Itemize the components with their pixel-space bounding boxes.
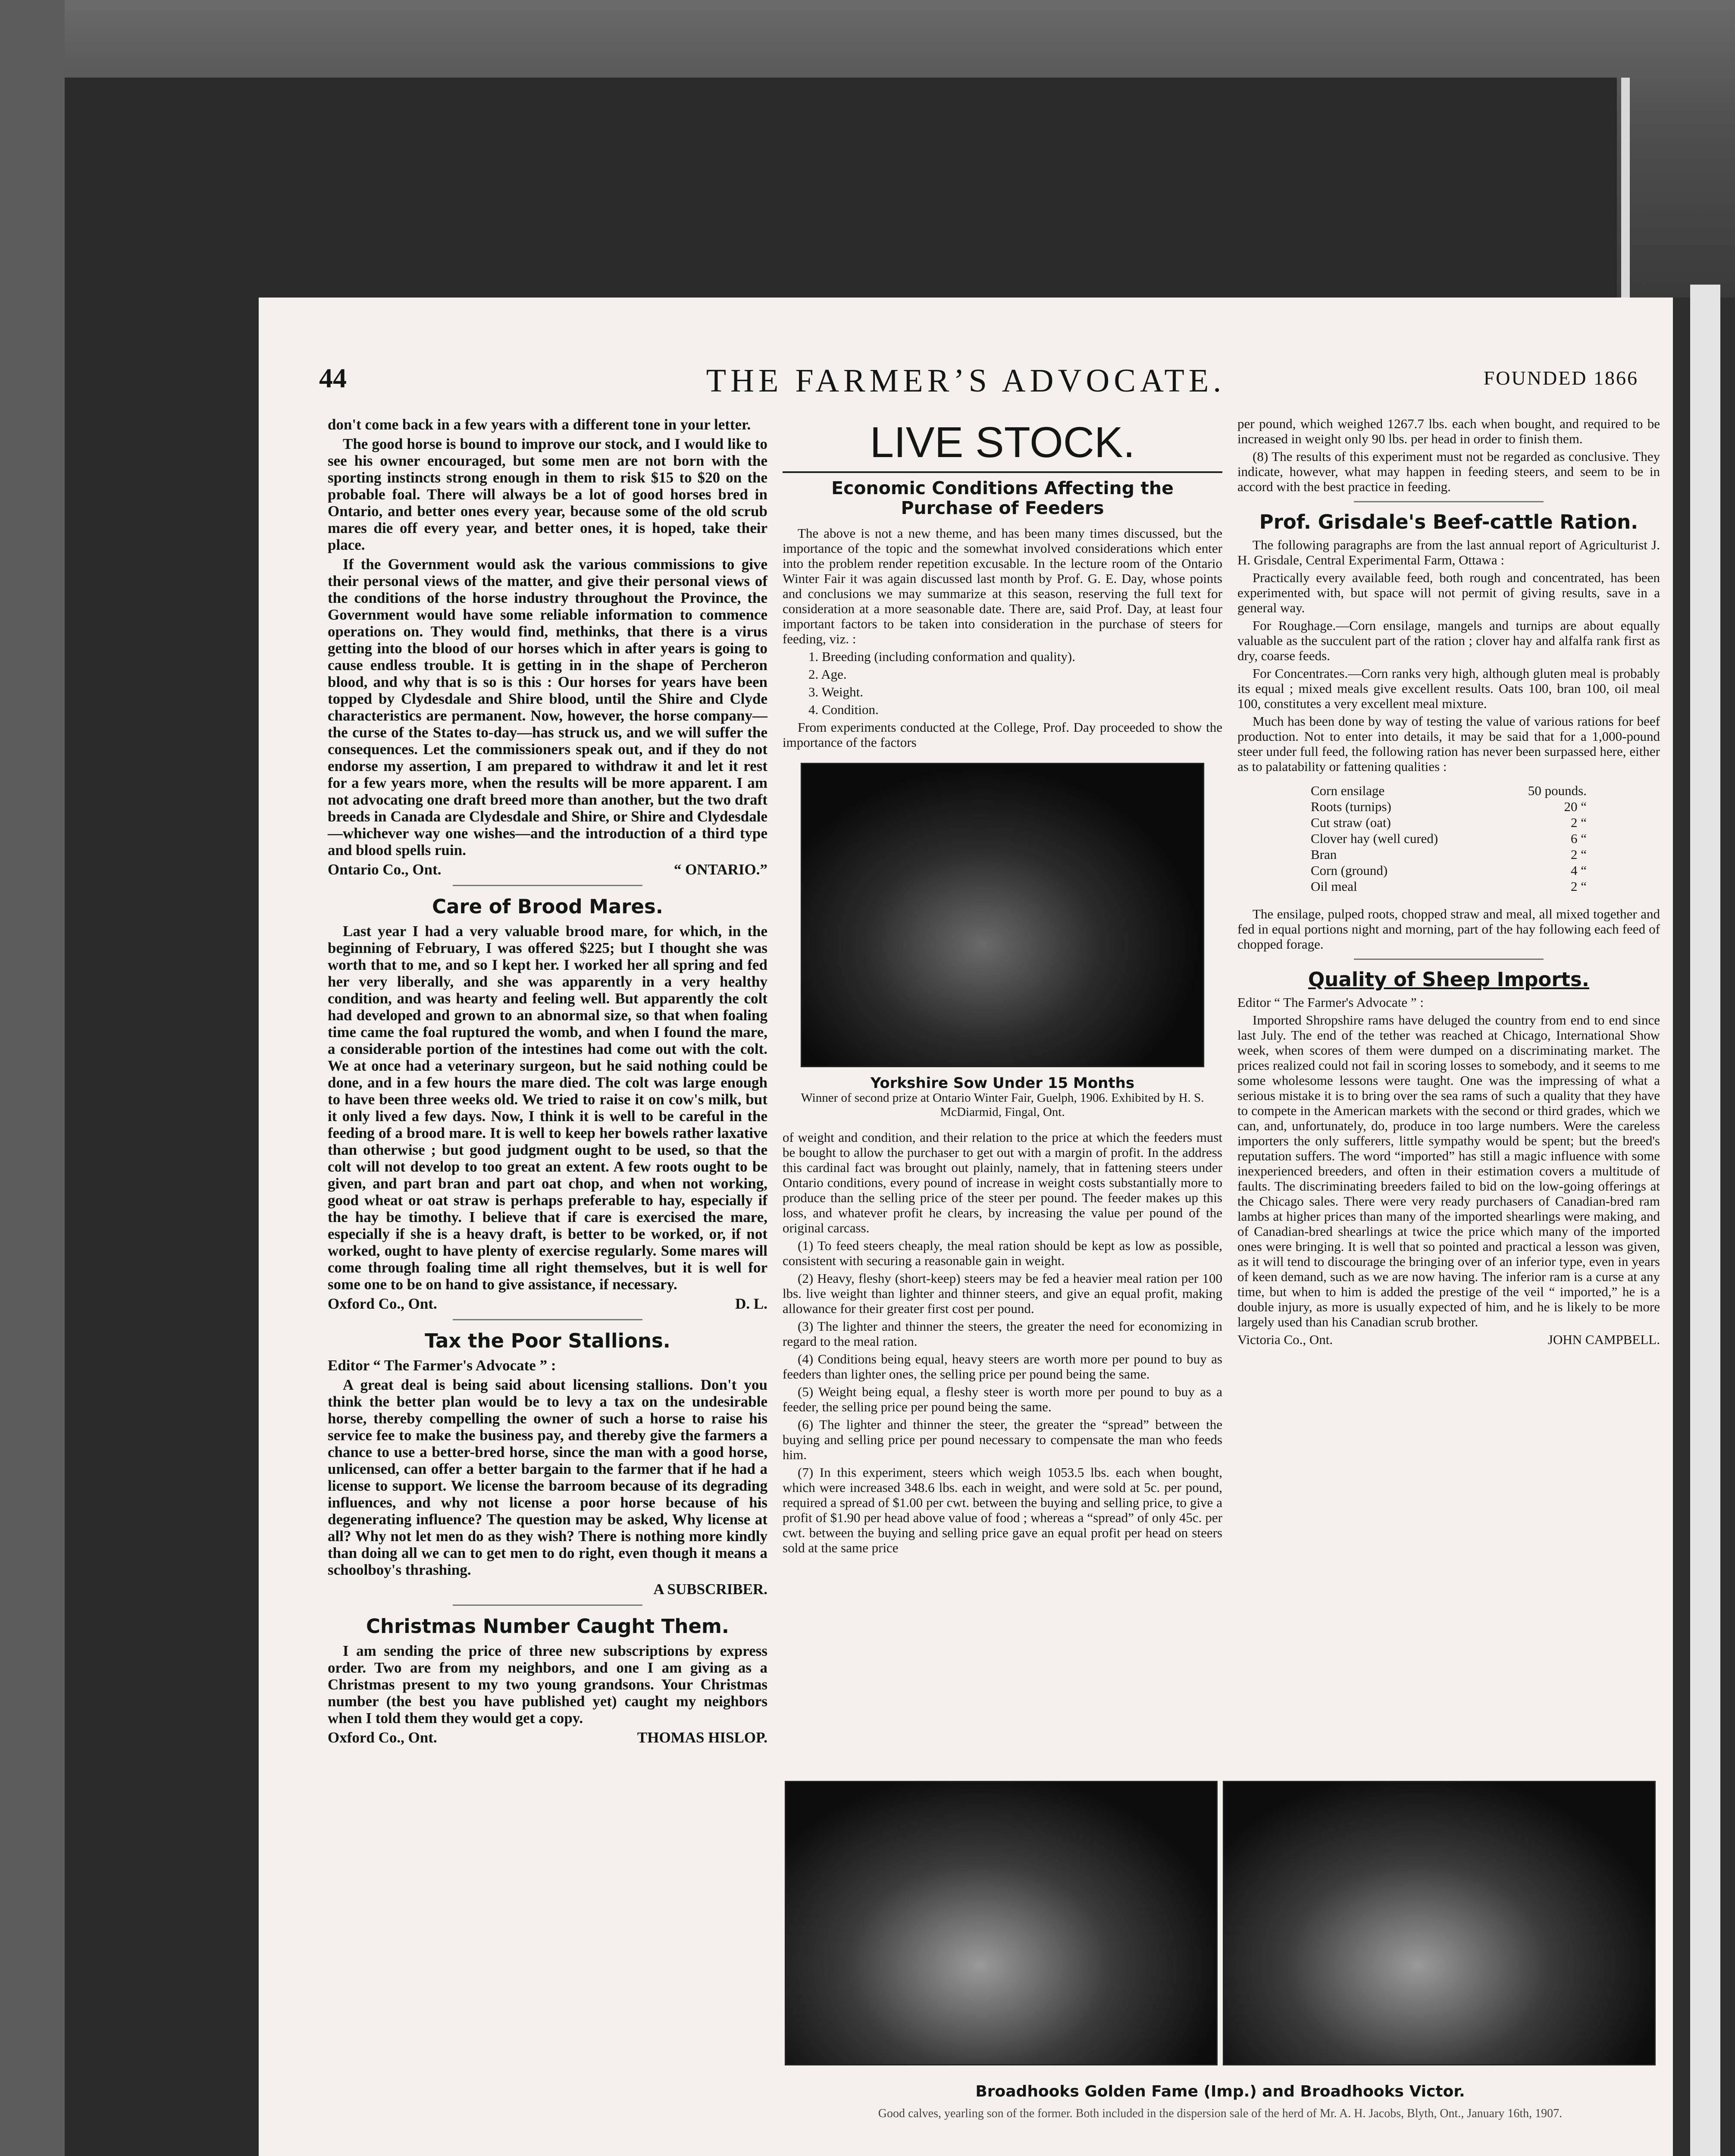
headline-brood-mares: Care of Brood Mares. xyxy=(432,895,663,918)
headline-christmas: Christmas Number Caught Them. xyxy=(366,1615,729,1638)
divider xyxy=(453,885,642,886)
ration-amount: 2 “ xyxy=(1570,879,1587,894)
article-paragraph: The above is not a new theme, and has been many times discussed, but the importance of the topic and the somewhat involved considerations which enter into the problem render repetition excusable. In the lecture room of the Ontario Winter Fair it was again discussed last month by Prof. G. E. Day, whose points and conclusions we may summarize at this season, reserving the full text for consideration at a more seasonable date. There are, said Prof. Day, at least four important factors to be taken into consideration in the purchase of steers for feeding, viz. : xyxy=(783,526,1222,646)
ration-amount: 50 pounds. xyxy=(1528,783,1587,798)
cattle-caption: Broadhooks Golden Fame (Imp.) and Broadhooks Victor. xyxy=(975,2083,1465,2100)
signature-line xyxy=(328,1295,767,1312)
factor-item: 4. Condition. xyxy=(808,702,879,717)
ration-table xyxy=(1311,783,1587,894)
page-number: 44 xyxy=(319,363,347,393)
article-paragraph: don't come back in a few years with a different tone in your letter. xyxy=(328,416,751,433)
scan-background-left xyxy=(0,0,65,2156)
signature-name: THOMAS HISLOP. xyxy=(637,1729,767,1746)
ration-feed: Clover hay (well cured) xyxy=(1311,831,1438,846)
ration-amount: 6 “ xyxy=(1570,831,1587,846)
factor-item: 1. Breeding (including conformation and quality). xyxy=(808,649,1075,664)
ration-feed: Cut straw (oat) xyxy=(1311,815,1391,830)
article-paragraph: The ensilage, pulped roots, chopped straw and meal, all mixed together and fed in equal portions night and morning, part of the hay following each feed of chopped forage. xyxy=(1237,906,1660,952)
divider xyxy=(453,1319,642,1320)
factor-item: 3. Weight. xyxy=(808,684,863,699)
article-paragraph: I am sending the price of three new subscriptions by express order. Two are from my neighbors, and one I am giving as a Christmas present to my two young grandsons. Your Christmas number (the best you have published yet) caught my neighbors when I told them they would get a copy. xyxy=(328,1642,767,1727)
point-item: (4) Conditions being equal, heavy steers are worth more per pound to buy as feeders than lighter ones, the selling price per pound being the same. xyxy=(783,1351,1222,1382)
point-item: (6) The lighter and thinner the steer, the greater the “spread” between the buying and selling price per pound necessary to compensate the man who feeds him. xyxy=(783,1417,1222,1462)
cattle-photo-right xyxy=(1223,1781,1656,2065)
ration-row xyxy=(1311,815,1587,830)
column-1 xyxy=(328,416,767,1749)
column-2 xyxy=(783,416,1222,1558)
signature-place: Oxford Co., Ont. xyxy=(328,1729,437,1746)
point-item: (3) The lighter and thinner the steers, the greater the need for economizing in regard to the meal ration. xyxy=(783,1319,1222,1349)
photo-caption: Yorkshire Sow Under 15 Months xyxy=(870,1075,1135,1092)
signature-place: Ontario Co., Ont. xyxy=(328,861,442,878)
article-paragraph: For Concentrates.—Corn ranks very high, although gluten meal is probably its equal ; mixed meals give excellent results. Oats 100, bran 100, oil meal 100, constitutes a very excellent meal mixture. xyxy=(1237,666,1660,711)
signature-line xyxy=(1237,1332,1660,1347)
point-item: (7) In this experiment, steers which weigh 1053.5 lbs. each when bought, which were increased 348.6 lbs. each in weight, and were sold at 5c. per pound, required a spread of $1.00 per cwt. between the buying and selling price, to give a profit of $1.90 per head above value of food ; whereas a “spread” of only 45c. per cwt. between the buying and selling price gave an equal profit per head on steers sold at the same price xyxy=(783,1465,1222,1555)
signature-name: A SUBSCRIBER. xyxy=(653,1581,767,1598)
signature-name: D. L. xyxy=(735,1295,767,1312)
editor-salutation: Editor “ The Farmer's Advocate ” : xyxy=(1237,995,1424,1010)
divider xyxy=(1354,959,1544,960)
ration-amount: 4 “ xyxy=(1570,863,1587,878)
signature-name: JOHN CAMPBELL. xyxy=(1547,1332,1660,1347)
ration-amount: 2 “ xyxy=(1570,815,1587,830)
article-paragraph: Much has been done by way of testing the value of various rations for beef production. Not to enter into details, it may be said that for a 1,000-pound steer under full feed, the following ration has never been surpassed here, either as to palatability or fattening qualities : xyxy=(1237,714,1660,774)
signature-place: Oxford Co., Ont. xyxy=(328,1295,437,1312)
article-paragraph: From experiments conducted at the College, Prof. Day proceeded to show the importance of the factors xyxy=(783,720,1222,750)
section-title: LIVE STOCK. xyxy=(870,418,1135,467)
ration-row xyxy=(1311,799,1587,815)
ration-feed: Corn ensilage xyxy=(1311,783,1385,798)
adjacent-page-edge xyxy=(1690,285,1720,2156)
founded-note: FOUNDED 1866 xyxy=(1483,367,1638,389)
article-paragraph: The good horse is bound to improve our stock, and I would like to see his owner encouraged, but some men are not born with the sporting instincts strong enough in them to risk $15 to $20 on the probable foal. There will always be a lot of good horses bred in Ontario, and better ones every year, because some of the old scrub mares die off every year, and better ones, it is hoped, take their place. xyxy=(328,436,767,553)
photo-subcaption: Winner of second prize at Ontario Winter Fair, Guelph, 1906. Exhibited by H. S. McDiarmid, Fingal, Ont. xyxy=(801,1091,1204,1119)
ration-feed: Corn (ground) xyxy=(1311,863,1388,878)
cattle-photographs xyxy=(785,1781,1656,2065)
article-paragraph: Last year I had a very valuable brood mare, for which, in the beginning of February, I was offered $225; but I thought she was worth that to me, and so I kept her. I worked her all spring and fed her very liberally, and she was apparently in a very healthy condition, and was hearty and feeling well. But apparently the colt had developed and grown to an abnormal size, so that when foaling time came the foal ruptured the womb, and when I found the mare, a considerable portion of the intestines had come out with the colt. We at once had a veterinary surgeon, but he said nothing could be done, and in a few hours the mare died. The colt was large enough to have been three weeks old. We tried to raise it on cow's milk, but it only lived a few days. Now, I think it is well to be careful in the feeding of a brood mare. It is well to keep her bowels rather laxative than otherwise ; but good judgment ought to be used, so that the colt will not develop to too great an extent. A few roots ought to be given, and part bran and part oat chop, and when not working, good wheat or oat straw is perhaps preferable to hay, especially if the hay be timothy. I believe that if care is exercised the mare, especially if she is a heavy draft, is better to be worked, or, if not worked, ought to have plenty of exercise regularly. Some mares will come through foaling time all right themselves, but it is well for some one to be on hand to give assistance, if necessary. xyxy=(328,923,767,1293)
point-item: (2) Heavy, fleshy (short-keep) steers may be fed a heavier meal ration per 100 lbs. live weight than lighter and thinner steers, and give an equal profit, making allowance for their greater first cost per pound. xyxy=(783,1271,1222,1316)
newspaper-page xyxy=(259,298,1673,2156)
section-rule xyxy=(783,471,1222,473)
masthead-title: THE FARMER’S ADVOCATE. xyxy=(706,363,1226,399)
column-3 xyxy=(1237,416,1660,1350)
article-paragraph: of weight and condition, and their relation to the price at which the feeders must be bought to allow the purchaser to get out with a margin of profit. In the address this cardinal fact was brought out plainly, namely, that in fattening steers under Ontario conditions, every pound of increase in weight costs substantially more to produce than the selling price of the steer per pound. The feeder makes up this loss, and whatever profit he clears, by increasing the value per pound of the original carcass. xyxy=(783,1130,1222,1235)
ration-feed: Bran xyxy=(1311,847,1337,862)
cattle-subcaption: Good calves, yearling son of the former. Both included in the dispersion sale of the herd of Mr. A. H. Jacobs, Blyth, Ont., January 16th, 1907. xyxy=(878,2107,1563,2120)
article-paragraph: Imported Shropshire rams have deluged the country from end to end since last July. The end of the tether was reached at Chicago, International Show week, when scores of them were dumped on a discriminating market. The prices realized could not fail in scoring losses to somebody, and it seems to me some wholesome lessons were taught. One was the impressing of what a serious mistake it is to bring over the sea rams of such a quality that they have to compete in the American markets with the second or third grades, which we can, and, unfortunately, do, produce in too large numbers. Were the careless importers the only sufferers, little sympathy would be spent; but the breed's reputation suffers. The word “imported” has still a magic influence with some inexperienced breeders, and often in their estimation covers a multitude of faults. The discriminating breeders failed to bid on the low-going offerings at the Chicago sales. There were very ready purchasers of Canadian-bred ram lambs at higher prices than many of the imported shearlings were making, and of Canadian-bred shearlings at twice the price which many of the imported ones were bringing. It is well that so pointed and practical a lesson was given, as it will tend to discourage the bringing over of an inferior type, even in years of keen demand, such as we are now having. The inferior ram is a curse at any time, but when to him is added the prestige of the veil “ imported,” he is a double injury, as more is usually expected of him, and he is likely to be more largely used than his Canadian scrub brother. xyxy=(1237,1012,1660,1329)
headline-tax-stallions: Tax the Poor Stallions. xyxy=(425,1329,670,1352)
ration-feed: Roots (turnips) xyxy=(1311,799,1391,814)
point-item: (1) To feed steers cheaply, the meal ration should be kept as low as possible, consistent with securing a reasonable gain in weight. xyxy=(783,1238,1222,1268)
article-paragraph: A great deal is being said about licensing stallions. Don't you think the better plan would be to levy a tax on the undesirable horse, thereby compelling the owner of such a horse to raise his service fee to make the business pay, and thereby give the farmers a chance to use a better-bred horse, since the man with a good horse, unlicensed, can offer a better bargain to the farmer that if he had a license to support. We license the barroom because of its degrading influences, and why not license a poor horse because of his degenerating influence? The question may be asked, Why license at all? Why not let men do as they wish? There is nothing more kindly than doing all we can to get men to do right, even though it means a schoolboy's thrashing. xyxy=(328,1376,767,1578)
ration-row xyxy=(1311,830,1587,846)
factor-item: 2. Age. xyxy=(808,667,847,682)
signature-line xyxy=(328,1729,767,1746)
editor-salutation: Editor “ The Farmer's Advocate ” : xyxy=(328,1357,556,1374)
cattle-photo-left xyxy=(785,1781,1218,2065)
ration-amount: 20 “ xyxy=(1564,799,1587,814)
headline-economic-conditions: Economic Conditions Affecting the Purchase of Feeders xyxy=(831,478,1174,518)
article-paragraph: Practically every available feed, both rough and concentrated, has been experimented with, but space will not permit of giving results, save in a general way. xyxy=(1237,570,1660,615)
ration-row xyxy=(1311,862,1587,878)
headline-grisdale-ration: Prof. Grisdale's Beef-cattle Ration. xyxy=(1259,511,1638,533)
signature-name: “ ONTARIO.” xyxy=(673,861,767,878)
headline-sheep-imports: Quality of Sheep Imports. xyxy=(1308,968,1589,991)
ration-feed: Oil meal xyxy=(1311,879,1357,894)
ration-amount: 2 “ xyxy=(1570,847,1587,862)
article-paragraph: If the Government would ask the various commissions to give their personal views of the matter, and give their personal views of the conditions of the horse industry throughout the Province, the Government would have some reliable information to commence operations on. They would find, methinks, that there is a virus getting into the blood of our horses which in after years is going to cause endless trouble. It is getting in in the shape of Percheron blood, and why that is so is this : Our horses for years have been topped by Clydesdale and Shire blood, until the Shire and Clyde characteristics are permanent. Now, however, the horse company—the curse of the States to-day—has struck us, and we will suffer the consequences. Let the commissioners speak out, and if they do not endorse my assertion, I am prepared to withdraw it and let it rest for a few years more, when the results will be more apparent. I am not advocating one draft breed more than another, but the two draft breeds in Canada are Clydesdale and Shire, or Shire and Clydesdale—whichever way one wishes—and the introduction of a third type and blood spells ruin. xyxy=(328,556,767,859)
ration-row xyxy=(1311,846,1587,862)
ration-row xyxy=(1311,783,1587,799)
divider xyxy=(1354,501,1544,502)
article-paragraph: (8) The results of this experiment must not be regarded as conclusive. They indicate, however, what may happen in feeding steers, and seem to be in accord with the best practice in feeding. xyxy=(1237,449,1660,494)
article-paragraph: For Roughage.—Corn ensilage, mangels and turnips are about equally valuable as the succulent part of the ration ; clover hay and alfalfa rank first as dry, coarse feeds. xyxy=(1237,618,1660,663)
divider xyxy=(453,1604,642,1606)
sow-photograph xyxy=(801,763,1204,1067)
article-paragraph: The following paragraphs are from the last annual report of Agriculturist J. H. Grisdale, Central Experimental Farm, Ottawa : xyxy=(1237,537,1660,567)
signature-line xyxy=(328,861,767,878)
article-paragraph: per pound, which weighed 1267.7 lbs. each when bought, and required to be increased in weight only 90 lbs. per head in order to finish them. xyxy=(1237,416,1660,446)
signature-place: Victoria Co., Ont. xyxy=(1237,1332,1333,1347)
page-header xyxy=(259,362,1673,397)
point-item: (5) Weight being equal, a fleshy steer is worth more per pound to buy as a feeder, the selling price per pound being the same. xyxy=(783,1384,1222,1414)
ration-row xyxy=(1311,878,1587,894)
